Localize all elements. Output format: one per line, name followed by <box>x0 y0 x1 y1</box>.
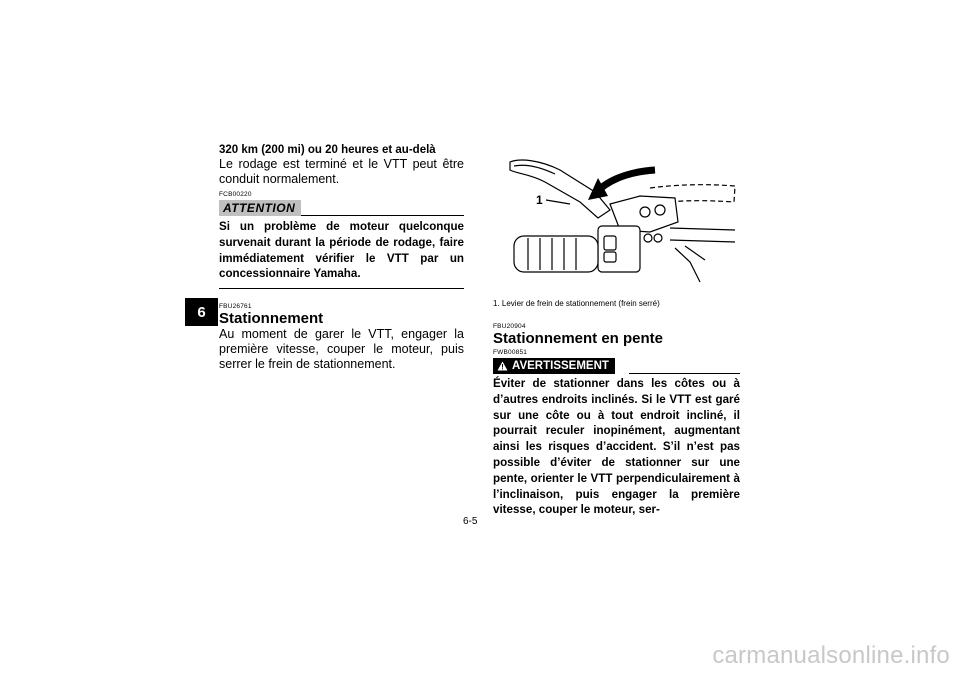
watermark: carmanualsonline.info <box>712 642 950 669</box>
slope-title: Stationnement en pente <box>493 330 664 347</box>
attention-text: Si un problème de moteur quelconque survenait durant la période de rodage, faire immédiatement vérifier le VTT par un concessionnaire Yamaha. <box>219 220 464 281</box>
page-number: 6-5 <box>463 516 478 527</box>
warning-rule <box>629 373 740 374</box>
section-tab: 6 <box>185 298 218 326</box>
attention-label: ATTENTION <box>219 200 301 216</box>
attention-rule <box>301 215 464 216</box>
subheading: 320 km (200 mi) ou 20 heures et au-delà <box>219 144 436 156</box>
handlebar-illustration <box>510 160 735 282</box>
left-column <box>219 144 464 372</box>
right-column <box>493 319 740 518</box>
warning-triangle-icon <box>497 361 508 371</box>
parking-text: Au moment de garer le VTT, engager la première vitesse, couper le moteur, puis serrer le frein de stationnement. <box>219 327 464 372</box>
attention-header <box>219 200 464 216</box>
parking-title: Stationnement <box>219 310 324 328</box>
parking-code: FBU26761 <box>219 303 252 311</box>
warning-header <box>493 358 740 374</box>
attention-code: FCB00220 <box>219 191 252 198</box>
warning-label-box <box>493 358 615 374</box>
callout-number: 1 <box>536 193 543 207</box>
intro-text: Le rodage est terminé et le VTT peut être conduit normalement. <box>219 157 464 186</box>
slope-code: FBU20904 <box>493 323 526 330</box>
warning-label: AVERTISSEMENT <box>512 360 609 372</box>
figure-caption: 1. Levier de frein de stationnement (frein serré) <box>493 299 660 308</box>
warning-code: FWB00851 <box>493 349 528 356</box>
brake-lever-figure <box>500 152 745 284</box>
warning-text: Éviter de stationner dans les côtes ou à d’autres endroits inclinés. Si le VTT est garé sur une côte ou à tout endroit incliné, il pourrait reculer inopinément, augmentant ainsi les risques d’accident. S’il n’est pas possible d’éviter de stationner sur une pente, orienter le VTT perpendiculairement à l’inclinaison, puis engager la première vitesse, couper le moteur, ser- <box>493 377 740 517</box>
attention-end-rule <box>219 288 464 289</box>
